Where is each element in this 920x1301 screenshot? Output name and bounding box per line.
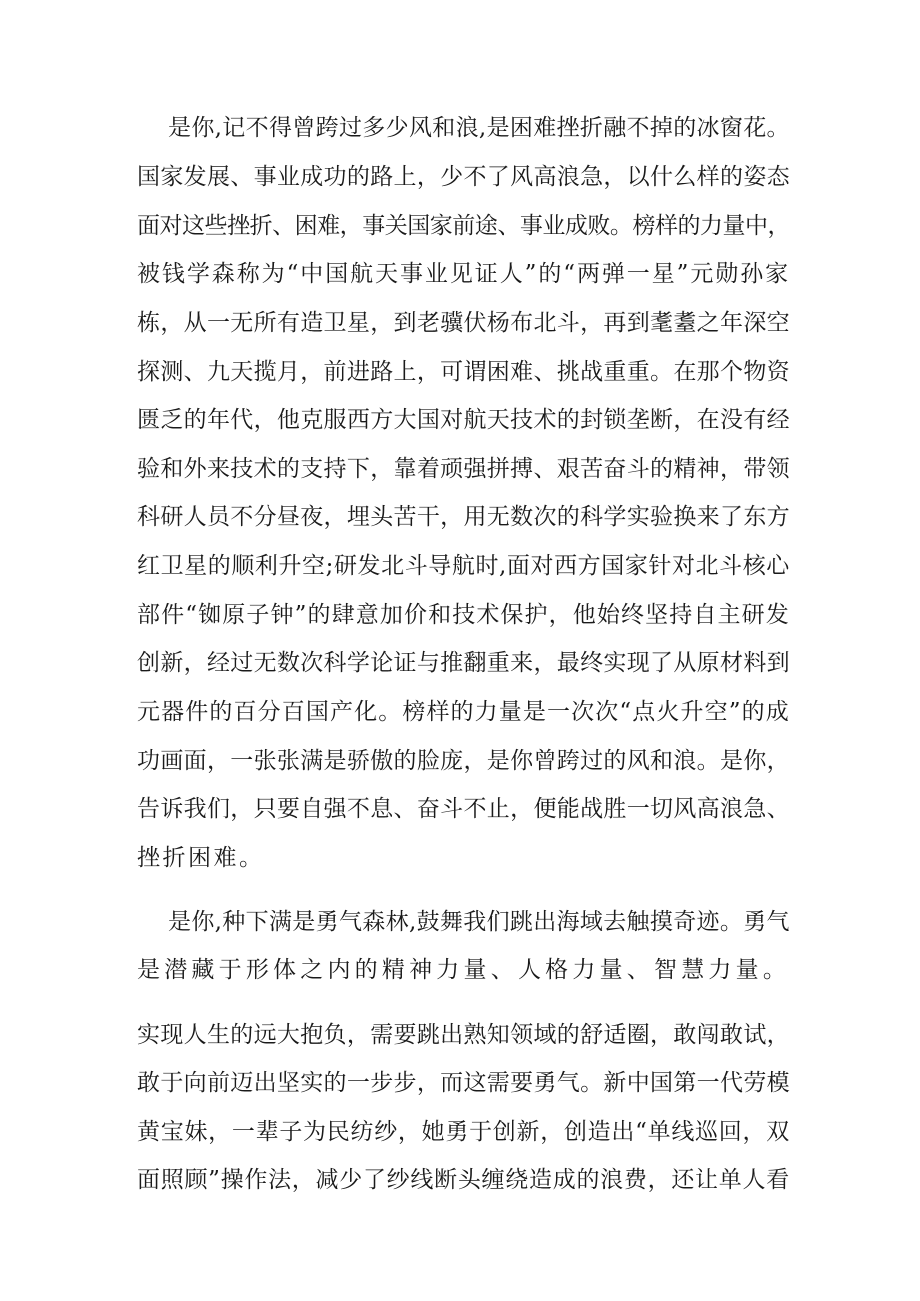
paragraph-1-line-5: 栋，从一无所有造卫星，到老骥伏杨布北斗，再到耄耋之年深空 (137, 310, 790, 336)
paragraph-1-line-12: 创新，经过无数次科学论证与推翻重来，最终实现了从原材料到 (137, 650, 790, 676)
paragraph-1-line-2: 国家发展、事业成功的路上，少不了风高浪急，以什么样的姿态 (137, 164, 790, 190)
paragraph-1-line-3: 面对这些挫折、困难，事关国家前途、事业成败。榜样的力量中， (137, 213, 791, 239)
paragraph-1-line-13: 元器件的百分百国产化。榜样的力量是一次次“点火升空”的成 (137, 699, 790, 725)
paragraph-3-line-3: 黄宝妹，一辈子为民纺纱，她勇于创新，创造出“单线巡回，双 (137, 1119, 790, 1145)
paragraph-1-line-8: 验和外来技术的支持下，靠着顽强拼搏、艰苦奋斗的精神，带领 (137, 456, 790, 482)
paragraph-1-line-10: 红卫星的顺利升空;研发北斗导航时,面对西方国家针对北斗核心 (137, 553, 790, 579)
paragraph-1-line-1: 是你,记不得曾跨过多少风和浪,是困难挫折融不掉的冰窗花。 (168, 115, 790, 141)
paragraph-1-line-15: 告诉我们，只要自强不息、奋斗不止，便能战胜一切风高浪急、 (137, 796, 790, 822)
paragraph-1-line-14: 功画面，一张张满是骄傲的脸庞，是你曾跨过的风和浪。是你， (137, 748, 790, 774)
paragraph-3-line-2: 敢于向前迈出坚实的一步步，而这需要勇气。新中国第一代劳模 (137, 1070, 790, 1096)
paragraph-1-line-7: 匮乏的年代，他克服西方大国对航天技术的封锁垄断，在没有经 (137, 407, 790, 433)
paragraph-3-line-1: 实现人生的远大抱负，需要跳出熟知领域的舒适圈，敢闯敢试， (137, 1022, 790, 1048)
paragraph-1-line-16: 挫折困难。 (137, 845, 265, 871)
paragraph-1-line-6: 探测、九天揽月，前进路上，可谓困难、挑战重重。在那个物资 (137, 359, 790, 385)
paragraph-1-line-11: 部件“铷原子钟”的肆意加价和技术保护，他始终坚持自主研发 (137, 602, 790, 628)
paragraph-1-line-4: 被钱学森称为“中国航天事业见证人”的“两弹一星”元勋孙家 (137, 261, 791, 287)
paragraph-2-line-2: 是潜藏于形体之内的精神力量、人格力量、智慧力量。 (137, 957, 791, 983)
paragraph-1-line-9: 科研人员不分昼夜，埋头苦干，用无数次的科学实验换来了东方 (137, 504, 790, 530)
paragraph-3-line-4: 面照顾”操作法，减少了纱线断头缠绕造成的浪费，还让单人看 (137, 1167, 790, 1193)
paragraph-2-line-1: 是你,种下满是勇气森林,鼓舞我们跳出海域去触摸奇迹。勇气 (168, 909, 790, 935)
